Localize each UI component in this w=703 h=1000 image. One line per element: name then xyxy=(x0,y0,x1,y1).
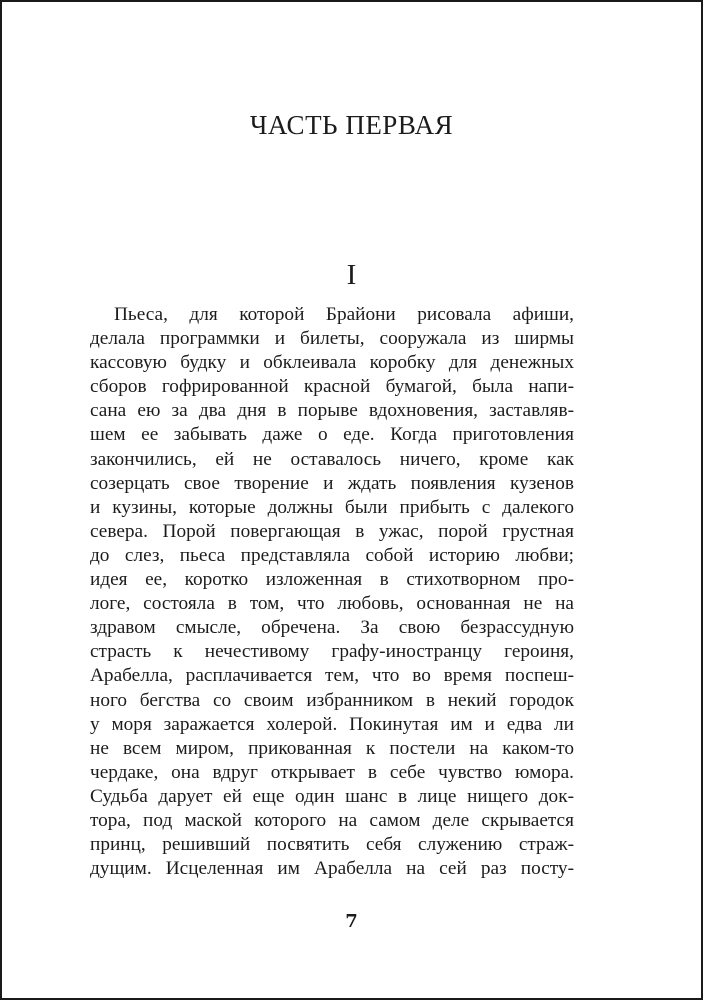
text-line: принц, решивший посвятить себя служению страж- xyxy=(90,834,574,856)
text-line: кассовую будку и обклеивала коробку для денежных xyxy=(90,352,574,374)
text-line: Пьеса, для которой Брайони рисовала афиши, xyxy=(114,304,574,325)
page-number: 7 xyxy=(345,911,358,932)
text-line: тора, под маской которого на самом деле скрывается xyxy=(90,809,574,831)
part-title: ЧАСТЬ ПЕРВАЯ xyxy=(249,110,454,140)
text-line: ного бегства со своим избранником в некий городок xyxy=(90,689,574,711)
text-line: закончились, ей не оставалось ничего, кроме как xyxy=(90,448,574,470)
text-line: делала программки и билеты, сооружала из ширмы xyxy=(90,328,574,350)
text-line: сборов гофрированной красной бумагой, была напи- xyxy=(90,376,574,398)
text-line: до слез, пьеса представляла собой историю любви; xyxy=(90,544,574,566)
text-line: и кузины, которые должны были прибыть с далекого xyxy=(90,496,574,518)
text-line: у моря заражается холерой. Покинутая им и едва ли xyxy=(90,713,574,735)
text-line: страсть к нечестивому графу-иностранцу героиня, xyxy=(90,641,574,663)
text-line: сана ею за два дня в порыве вдохновения, заставляв- xyxy=(90,400,574,422)
body-text xyxy=(90,303,574,881)
text-line: здравом смысле, обречена. За свою безрассудную xyxy=(90,617,574,639)
text-line: идея ее, коротко изложенная в стихотворном про- xyxy=(90,569,574,591)
text-line: логе, состояла в том, что любовь, основанная не на xyxy=(90,593,574,615)
text-line: дущим. Исцеленная им Арабелла на сей раз посту- xyxy=(90,858,574,880)
text-line: созерцать свое творение и ждать появления кузенов xyxy=(90,472,574,494)
text-line: Судьба дарует ей еще один шанс в лице нищего док- xyxy=(90,785,574,807)
text-line: шем ее забывать даже о еде. Когда приготовления xyxy=(90,424,574,446)
text-line: севера. Порой повергающая в ужас, порой грустная xyxy=(90,520,574,542)
chapter-number: I xyxy=(346,259,357,291)
text-line: чердаке, она вдруг открывает в себе чувство юмора. xyxy=(90,761,574,783)
text-line: не всем миром, прикованная к постели на каком-то xyxy=(90,737,574,759)
text-line: Арабелла, расплачивается тем, что во время поспеш- xyxy=(90,665,574,687)
